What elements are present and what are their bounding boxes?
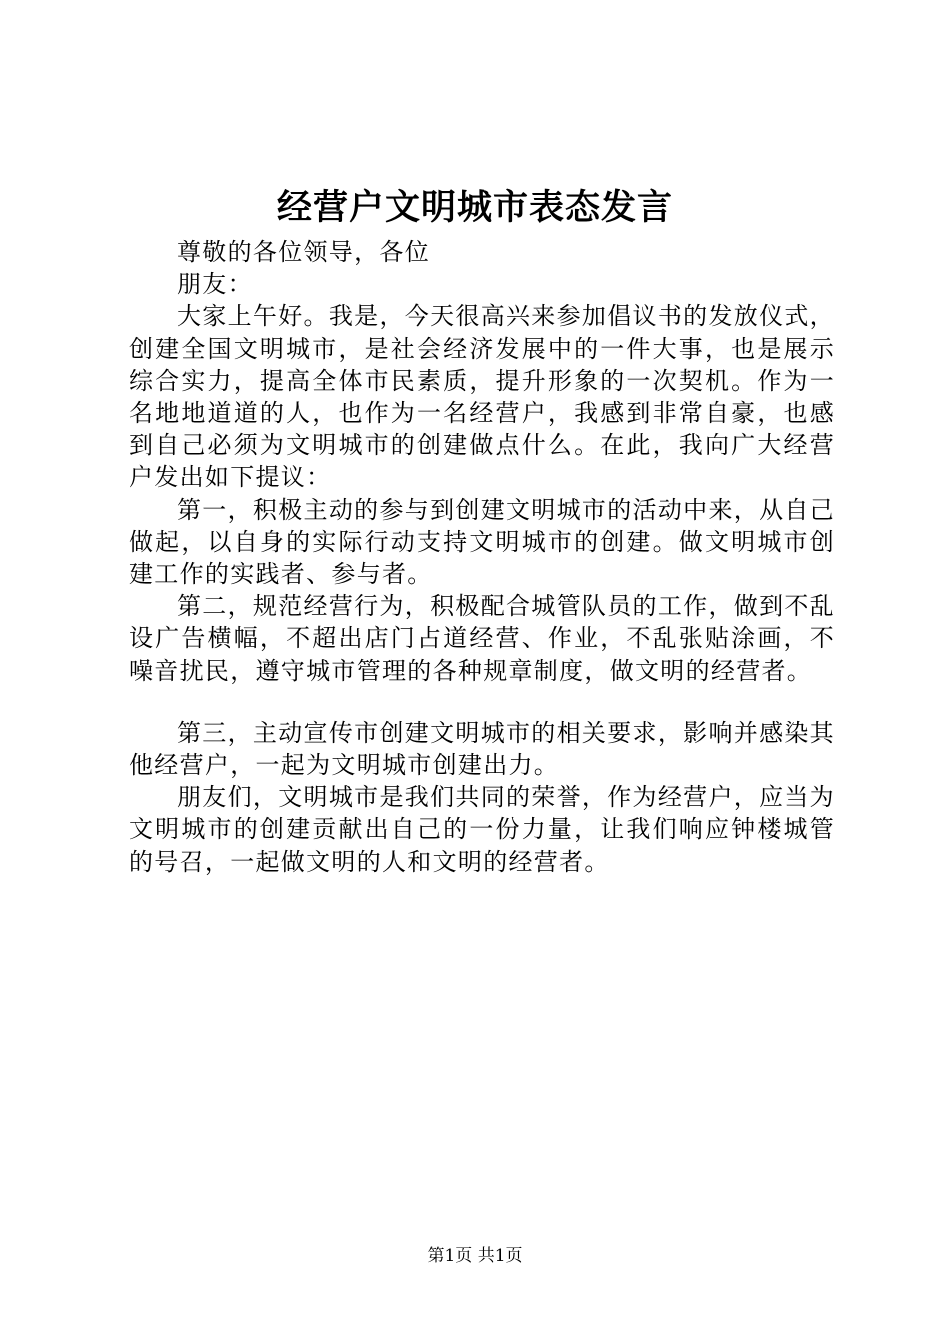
page-footer: 第1页 共1页 — [427, 1246, 523, 1266]
document-body — [129, 236, 835, 878]
paragraph-second-proposal: 第二，规范经营行为，积极配合城管队员的工作，做到不乱设广告横幅，不超出店门占道经营、作业，不乱张贴涂画，不噪音扰民，遵守城市管理的各种规章制度，做文明的经营者。 — [129, 592, 835, 685]
paragraph-first-proposal: 第一，积极主动的参与到创建文明城市的活动中来，从自己做起，以自身的实际行动支持文明城市的创建。做文明城市创建工作的实践者、参与者。 — [129, 495, 835, 589]
salutation-line-1: 尊敬的各位领导，各位 — [177, 238, 430, 266]
paragraph-third-proposal: 第三，主动宣传市创建文明城市的相关要求，影响并感染其他经营户，一起为文明城市创建出力。 — [129, 718, 835, 780]
salutation-line-2: 朋友： — [177, 270, 253, 299]
paragraph-opening: 大家上午好。我是，今天很高兴来参加倡议书的发放仪式，创建全国文明城市，是社会经济发展中的一件大事，也是展示综合实力，提高全体市民素质，提升形象的一次契机。作为一名地地道道的人，也作为一名经营户，我感到非常自豪，也感到自己必须为文明城市的创建做点什么。在此，我向广大经营户发出如下提议： — [129, 302, 835, 492]
document-title: 经营户文明城市表态发言 — [276, 187, 673, 228]
paragraph-closing: 朋友们，文明城市是我们共同的荣誉，作为经营户，应当为文明城市的创建贡献出自己的一份力量，让我们响应钟楼城管的号召，一起做文明的人和文明的经营者。 — [129, 783, 835, 876]
